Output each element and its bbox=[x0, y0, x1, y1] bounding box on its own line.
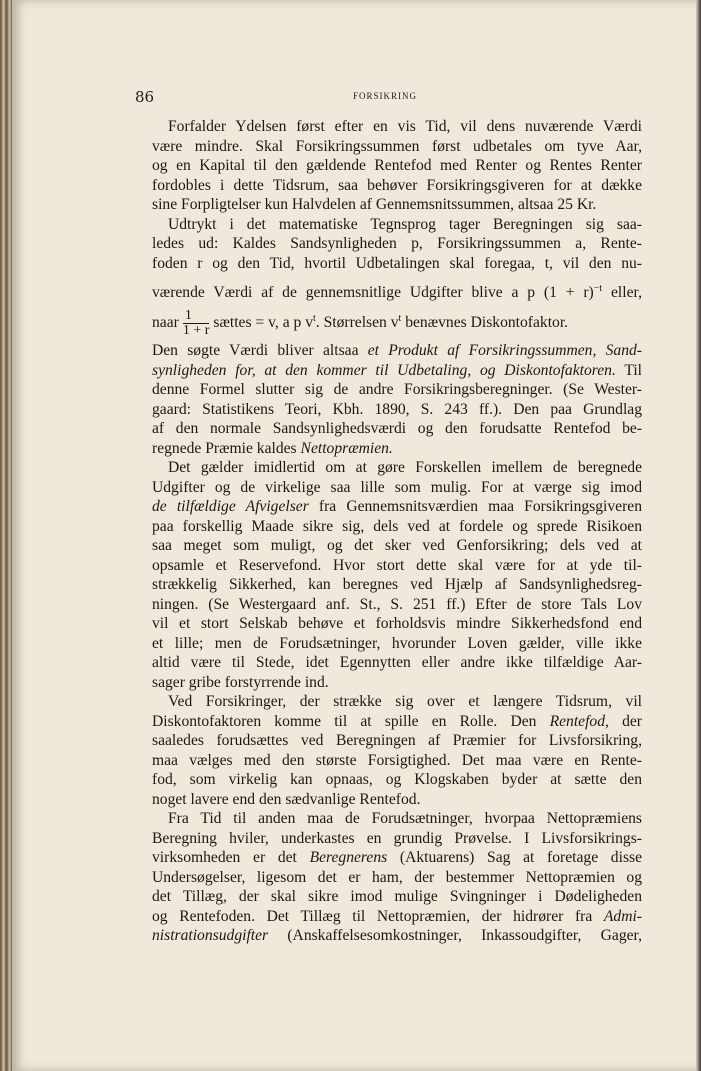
text-line bbox=[152, 361, 642, 381]
italic-segment: Beregnerens bbox=[309, 849, 388, 866]
italic-segment: et Produkt af Forsikringssummen, Sand- bbox=[367, 342, 642, 359]
text-segment: der bbox=[608, 712, 642, 730]
fraction bbox=[183, 309, 210, 338]
text-segment: Den søgte Værdi bliver altsaa bbox=[152, 342, 359, 359]
text-line: af den normale Sandsynlighedsværdi og den forudsatte Rentefod be- bbox=[152, 420, 642, 437]
italic-segment: Admi- bbox=[603, 907, 642, 925]
text-line: Udtrykt i det matematiske Tegnsprog tager Beregningen sig saa- bbox=[168, 215, 642, 233]
exponent: t bbox=[398, 313, 402, 324]
text-line bbox=[152, 712, 642, 732]
italic-segment: Nettopræmien. bbox=[300, 439, 393, 457]
exponent: −t bbox=[593, 283, 603, 294]
text-line: Forfalder Ydelsen først efter en vis Tid, vil dens nuværende Værdi bbox=[168, 118, 642, 135]
exponent: t bbox=[313, 313, 316, 324]
text-line: saaledes forudsættes ved Beregningen af Præmier for Livsforsikring, bbox=[152, 732, 642, 749]
page-body bbox=[152, 117, 642, 946]
text-segment: (Aktuarens) Sag at foretage disse bbox=[387, 849, 642, 866]
text-line: opsamle et Reservefond. Hvor stort dette skal være for at yde til- bbox=[152, 556, 642, 574]
text-line: og en Kapital til den gældende Rentefod med Renter og Rentes Renter bbox=[152, 157, 642, 174]
text-line bbox=[152, 926, 642, 946]
book-binding bbox=[0, 0, 12, 1071]
running-head: FORSIKRING bbox=[352, 91, 417, 101]
text-line: ningen. (Se Westergaard anf. St., S. 251 ff.) Efter de store Tals Lov bbox=[152, 595, 642, 613]
text-line: Det gælder imidlertid om at gøre Forskellen imellem de beregnede bbox=[168, 459, 642, 476]
text-line bbox=[152, 497, 642, 517]
text-segment: benævnes Diskontofaktor. bbox=[401, 314, 569, 332]
text-segment: sættes = v, a p v bbox=[213, 314, 314, 332]
text-line: fod, som virkelig kan opnaas, og Klogskaben byder at sætte den bbox=[152, 771, 642, 788]
text-line: paa forskellig Maade sikre sig, dels ved at fordele og sprede Risikoen bbox=[152, 517, 642, 535]
text-line bbox=[152, 848, 642, 868]
italic-segment: de tilfældige Afvigelser bbox=[152, 498, 309, 515]
text-line: Ved Forsikringer, der strække sig over et længere Tidsrum, vil bbox=[168, 693, 642, 710]
text-line: ledes ud: Kaldes Sandsynligheden p, Forsikringssummen a, Rente- bbox=[152, 235, 642, 252]
formula-line bbox=[152, 303, 642, 341]
text-segment: . Størrelsen v bbox=[315, 314, 399, 332]
text-line: sine Forpligtelser kun Halvdelen af Gennemsnitssummen, altsaa 25 Kr. bbox=[152, 196, 597, 213]
fraction-denominator: 1 + r bbox=[182, 323, 210, 339]
text-segment: fra Gennemsnitsværdien maa Forsikringsgiveren bbox=[308, 498, 642, 515]
text-line: Fra Tid til anden maa de Forudsætninger, hvorpaa Nettopræmiens bbox=[168, 810, 642, 827]
text-line: foden r og den Tid, hvortil Udbetalingen skal foregaa, t, vil den nu- bbox=[152, 254, 642, 272]
text-segment: (Anskaffelsesomkostninger, Inkassoudgifter, Gager, bbox=[268, 927, 642, 944]
text-segment: Diskontofaktoren komme til at spille en Rolle. Den bbox=[152, 712, 537, 730]
text-segment: naar bbox=[152, 314, 179, 332]
formula-line bbox=[152, 273, 642, 303]
text-line: være mindre. Skal Forsikringssummen først udbetales om tyve Aar, bbox=[152, 137, 642, 155]
text-line: noget lavere end den sædvanlige Rentefod. bbox=[152, 790, 421, 808]
page-header bbox=[135, 88, 635, 108]
text-segment: virksomheden er det bbox=[152, 849, 297, 866]
italic-segment: synligheden for, at den kommer til Udbetaling, og Diskontofaktoren. bbox=[152, 361, 616, 379]
text-segment: regnede Præmie kaldes bbox=[152, 439, 297, 457]
fraction-numerator: 1 bbox=[183, 309, 210, 324]
page-number: 86 bbox=[135, 88, 155, 106]
text-line: et lille; men de Forudsætninger, hvorunder Loven gælder, ville ikke bbox=[152, 634, 642, 652]
text-segment: eller, bbox=[611, 284, 642, 302]
text-line: maa vælges med den største Forsigtighed. Det maa være en Rente- bbox=[152, 751, 642, 769]
text-line: altid være til Stede, idet Egennytten eller andre ikke tilfældige Aar- bbox=[152, 654, 642, 671]
italic-segment: nistrationsudgifter bbox=[152, 927, 269, 944]
text-line: Udgifter og de virkelige saa lille som mulig. For at værge sig imod bbox=[152, 478, 642, 496]
text-line: strækkelig Sikkerhed, kan beregnes ved Hjælp af Sandsynlighedsreg- bbox=[152, 576, 642, 593]
text-line: vil et stort Selskab behøve et forholdsvis mindre Sikkerhedsfond end bbox=[152, 615, 642, 632]
text-line: denne Formel slutter sig de andre Forsikringsberegninger. (Se Wester- bbox=[152, 381, 642, 398]
page-edge bbox=[696, 0, 701, 1071]
text-line: gaard: Statistikens Teori, Kbh. 1890, S. 243 ff.). Den paa Grundlag bbox=[152, 400, 642, 418]
text-segment: Til bbox=[615, 361, 642, 379]
text-line: det Tillæg, der skal sikre imod mulige Svingninger i Dødeligheden bbox=[152, 888, 642, 905]
text-line bbox=[152, 439, 642, 459]
text-line: fordobles i dette Tidsrum, saa behøver Forsikringsgiveren for at dække bbox=[152, 176, 642, 194]
text-line: Undersøgelser, ligesom det er ham, der bestemmer Nettopræmien og bbox=[152, 868, 642, 886]
text-line bbox=[152, 341, 642, 361]
italic-segment: Rentefod, bbox=[549, 712, 609, 730]
text-line: saa meget som muligt, og det sker ved Genforsikring; dels ved at bbox=[152, 537, 642, 554]
text-line bbox=[152, 907, 642, 927]
text-segment: og Rentefoden. Det Tillæg til Nettopræmien, der hidrører fra bbox=[152, 907, 593, 925]
text-line: Beregning hviler, underkastes en grundig Prøvelse. I Livsforsikrings- bbox=[152, 829, 642, 847]
formula-text: værende Værdi af de gennemsnitlige Udgifter blive a p (1 + r) bbox=[152, 284, 594, 302]
text-line: sager gribe forstyrrende ind. bbox=[152, 673, 329, 691]
